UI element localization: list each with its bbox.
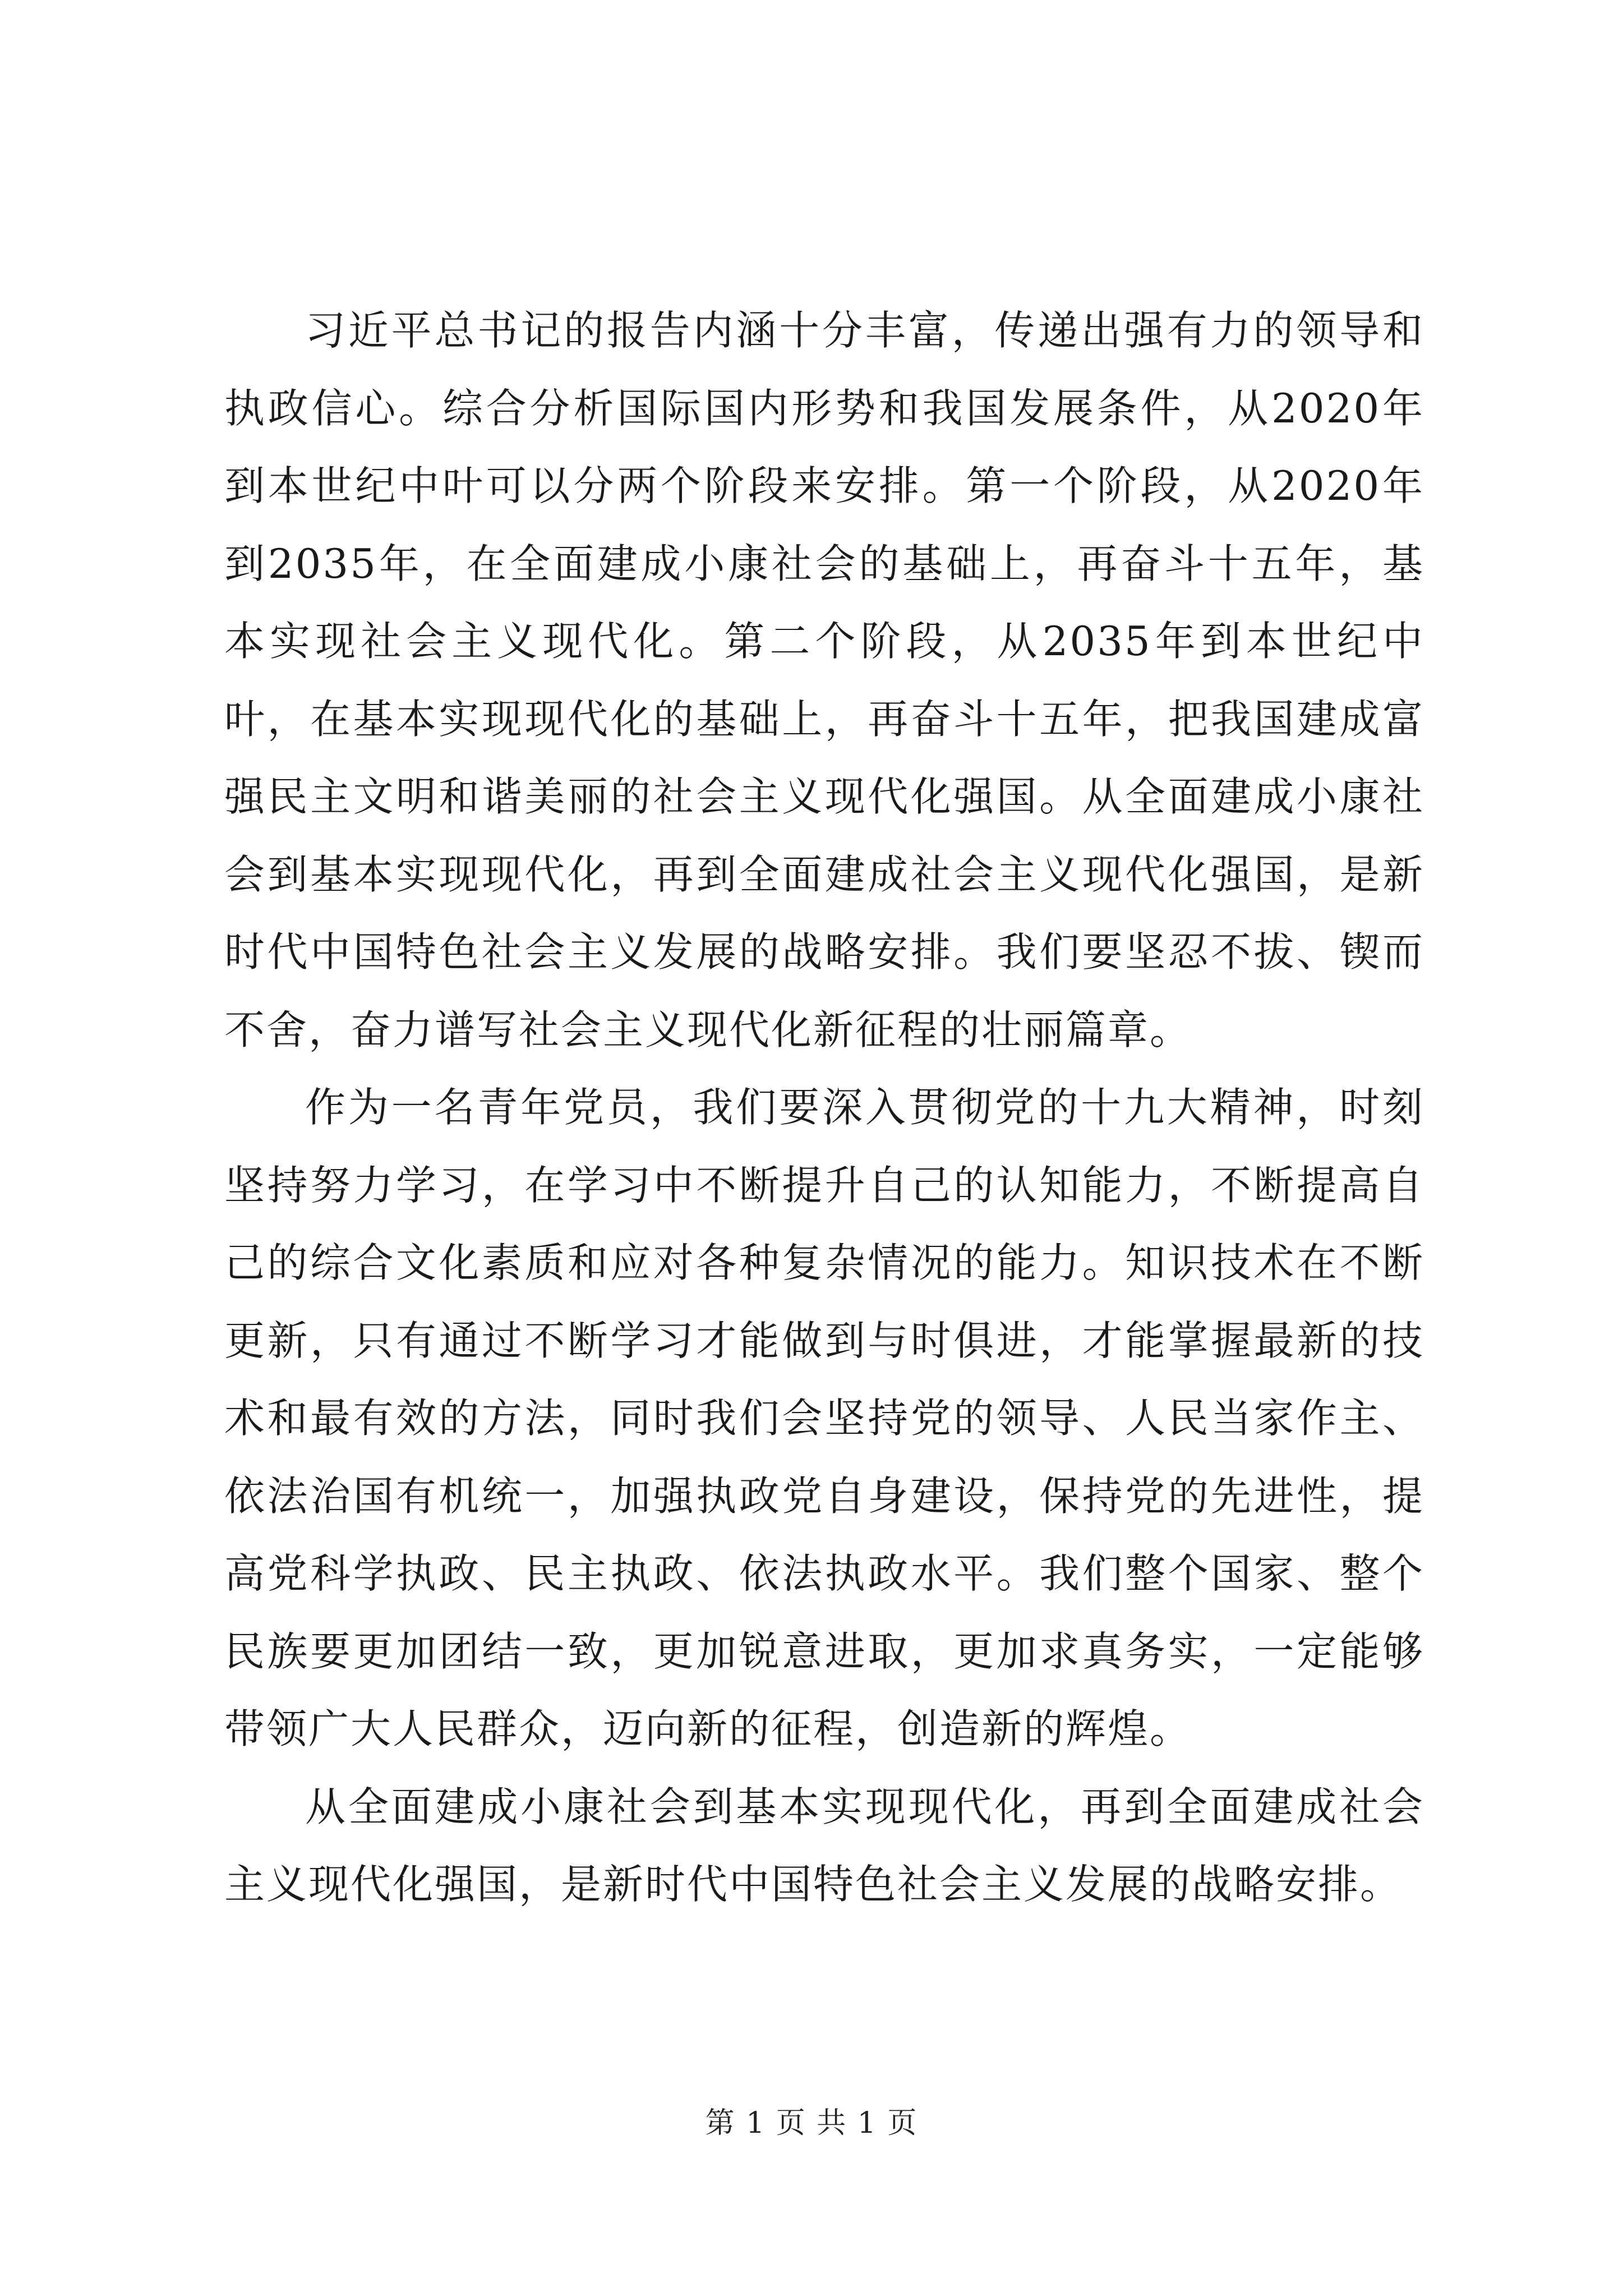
page-footer: 第 1 页 共 1 页 — [705, 2106, 918, 2140]
paragraph-3: 从全面建成小康社会到基本实现现代化，再到全面建成社会主义现代化强国，是新时代中国特色社会主义发展的战略安排。 — [224, 1783, 1424, 1908]
paragraph-2: 作为一名青年党员，我们要深入贯彻党的十九大精神，时刻坚持努力学习，在学习中不断提升自己的认知能力，不断提高自己的综合文化素质和应对各种复杂情况的能力。知识技术在不断更新，只有通过不断学习才能做到与时俱进，才能掌握最新的技术和最有效的方法，同时我们会坚持党的领导、人民当家作主、依法治国有机统一，加强执政党自身建设，保持党的先进性，提高党科学执政、民主执政、依法执政水平。我们整个国家、整个民族要更加团结一致，更加锐意进取，更加求真务实，一定能够带领广大人民群众，迈向新的征程，创造新的辉煌。 — [224, 1084, 1424, 1752]
document-body — [224, 292, 1424, 1924]
paragraph-1: 习近平总书记的报告内涵十分丰富，传递出强有力的领导和执政信心。综合分析国际国内形势和我国发展条件，从2020年到本世纪中叶可以分两个阶段来安排。第一个阶段，从2020年到2035年，在全面建成小康社会的基础上，再奋斗十五年，基本实现社会主义现代化。第二个阶段，从2035年到本世纪中叶，在基本实现现代化的基础上，再奋斗十五年，把我国建成富强民主文明和谐美丽的社会主义现代化强国。从全面建成小康社会到基本实现现代化，再到全面建成社会主义现代化强国，是新时代中国特色社会主义发展的战略安排。我们要坚忍不拔、锲而不舍，奋力谱写社会主义现代化新征程的壮丽篇章。 — [224, 307, 1424, 1053]
